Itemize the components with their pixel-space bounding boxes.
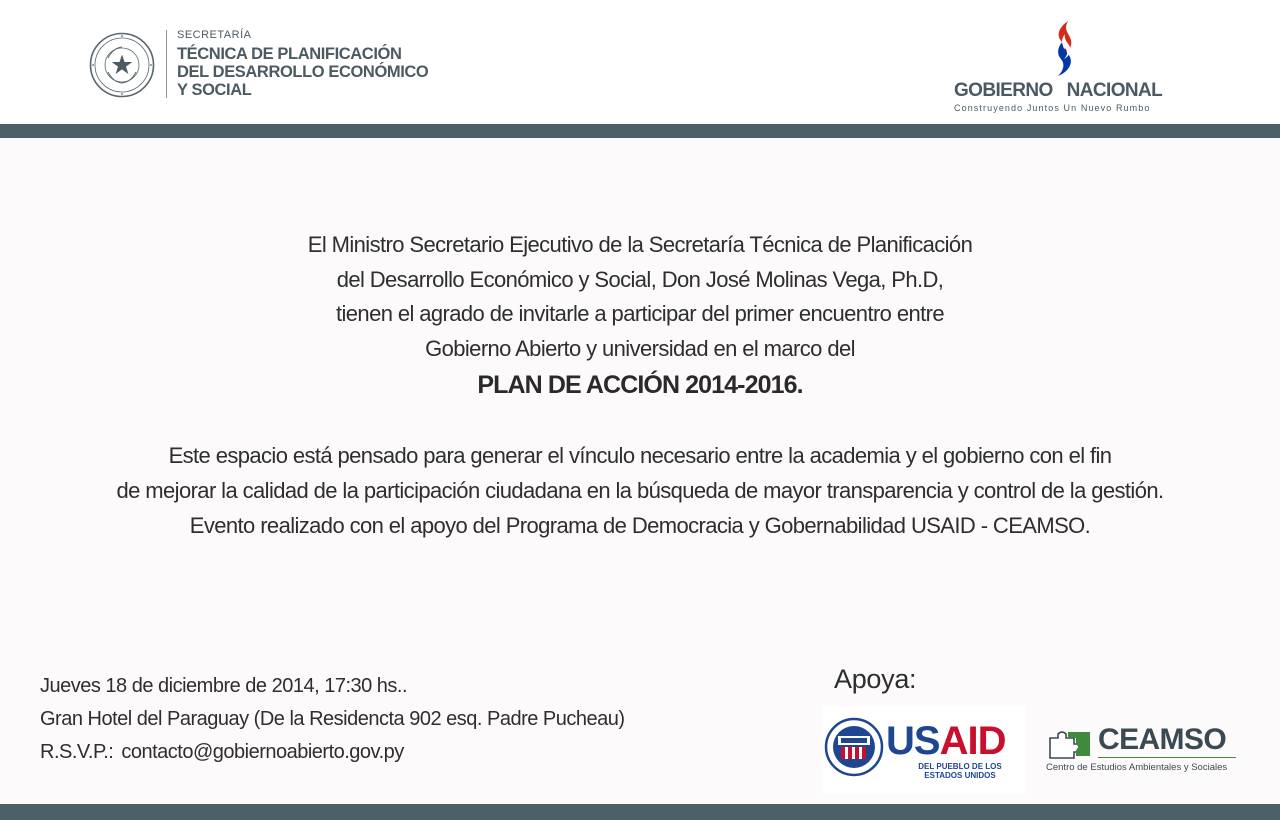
secretariat-line: Y SOCIAL bbox=[177, 81, 252, 99]
paraguay-flag-flame-icon bbox=[1046, 20, 1080, 78]
gobierno-slogan: Construyendo Juntos Un Nuevo Rumbo bbox=[954, 103, 1151, 113]
gobierno-word: GOBIERNO bbox=[954, 80, 1053, 101]
usaid-wordmark-blue: US bbox=[886, 719, 940, 763]
intro-line: Gobierno Abierto y universidad en el marco del bbox=[425, 335, 855, 361]
usaid-tagline bbox=[908, 762, 1012, 780]
header-divider bbox=[166, 30, 167, 98]
description-line: Este espacio está pensado para generar el vínculo necesario entre la academia y el gobierno con el fin bbox=[168, 443, 1112, 468]
rsvp-email-link[interactable]: contacto@gobiernoabierto.gov.py bbox=[121, 741, 404, 763]
usaid-wordmark bbox=[886, 720, 1005, 762]
paraguay-seal-icon bbox=[89, 32, 155, 98]
nacional-word: NACIONAL bbox=[1066, 80, 1163, 101]
page-header bbox=[0, 0, 1280, 124]
gobierno-nacional-logo bbox=[952, 18, 1188, 113]
ceamso-wordmark: CEAMSO bbox=[1098, 723, 1227, 756]
usaid-logo bbox=[822, 706, 1026, 794]
event-rsvp bbox=[40, 736, 720, 769]
ceamso-rule bbox=[1098, 757, 1236, 758]
usaid-tagline-line: ESTADOS UNIDOS bbox=[924, 771, 996, 780]
usaid-seal-icon bbox=[824, 716, 884, 778]
description-line: de mejorar la calidad de la participación ciudadana en la búsqueda de mayor transparencia y control de la gestión. bbox=[116, 478, 1164, 503]
event-venue: Gran Hotel del Paraguay (De la Residencta 902 esq. Padre Pucheau) bbox=[40, 708, 625, 730]
secretariat-line: TÉCNICA DE PLANIFICACIÓN bbox=[177, 45, 402, 63]
invitation-description bbox=[30, 438, 1250, 543]
secretariat-kicker: SECRETARÍA bbox=[177, 29, 252, 41]
usaid-tagline-line: DEL PUEBLO DE LOS bbox=[918, 762, 1002, 771]
intro-line: tienen el agrado de invitarle a participar del primer encuentro entre bbox=[336, 301, 944, 326]
plan-title: PLAN DE ACCIÓN 2014-2016. bbox=[477, 371, 803, 399]
sponsors-label: Apoya: bbox=[834, 664, 917, 694]
secretariat-line: DEL DESARROLLO ECONÓMICO bbox=[177, 63, 429, 81]
usaid-wordmark-red: AID bbox=[939, 719, 1006, 763]
ceamso-puzzle-icon bbox=[1046, 728, 1094, 760]
secretariat-name bbox=[177, 29, 477, 99]
bottom-band bbox=[0, 804, 1280, 820]
intro-line: El Ministro Secretario Ejecutivo de la Secretaría Técnica de Planificación bbox=[307, 232, 973, 257]
gobierno-nacional-title bbox=[954, 81, 1186, 101]
rsvp-label: R.S.V.P.: bbox=[40, 741, 114, 763]
top-band bbox=[0, 124, 1280, 138]
event-details bbox=[40, 670, 720, 769]
ceamso-logo bbox=[1044, 724, 1244, 776]
event-date: Jueves 18 de diciembre de 2014, 17:30 hs.. bbox=[40, 675, 408, 697]
intro-line: del Desarrollo Económico y Social, Don José Molinas Vega, Ph.D, bbox=[336, 266, 944, 292]
description-line: Evento realizado con el apoyo del Programa de Democracia y Gobernabilidad USAID - CEAMSO. bbox=[189, 513, 1091, 538]
ceamso-subtitle: Centro de Estudios Ambientales y Sociales bbox=[1046, 762, 1228, 773]
invitation-intro bbox=[140, 228, 1140, 366]
